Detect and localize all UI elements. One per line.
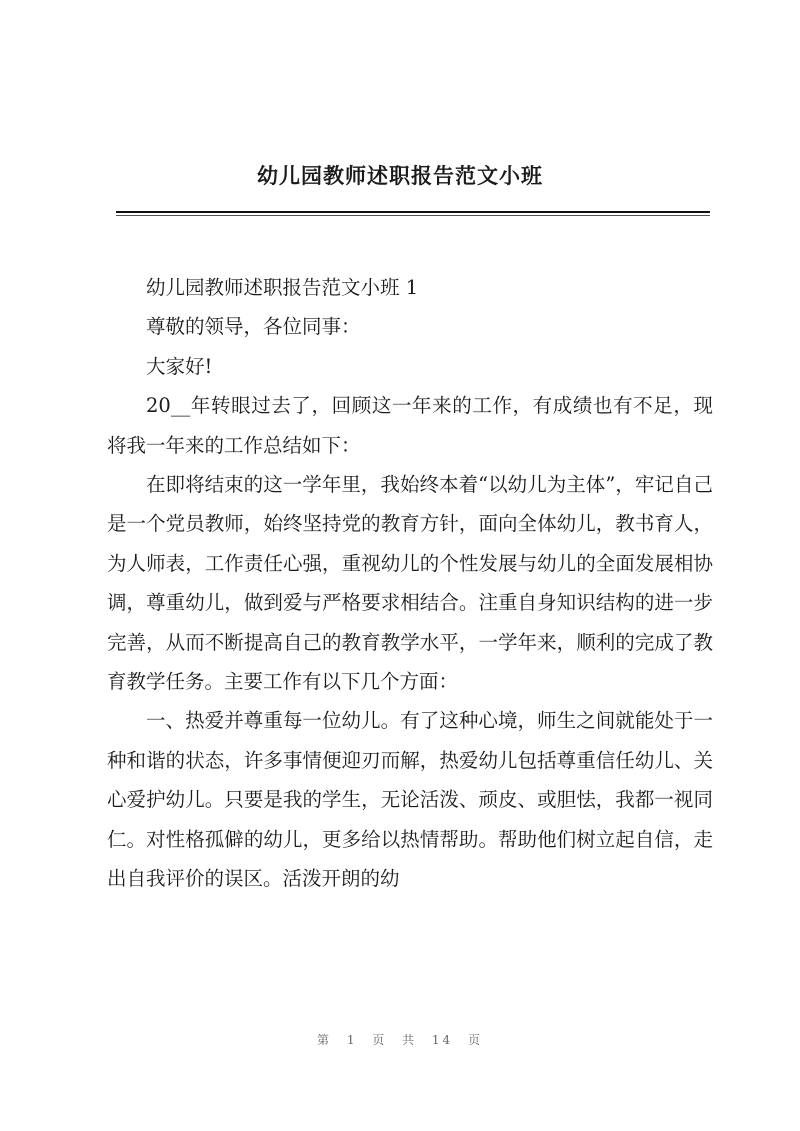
page-title: 幼儿园教师述职报告范文小班 [257, 163, 543, 188]
title-divider [116, 211, 710, 213]
salutation: 尊敬的领导，各位同事： [146, 315, 361, 339]
page-number-footer: 第 1 页 共 14 页 [317, 1033, 483, 1047]
title-divider-thin [116, 215, 710, 216]
paragraph-summary: 在即将结束的这一学年里，我始终本着“以幼儿为主体”，牢记自己是一个党员教师，始终坚持党的教育方针，面向全体幼儿，教书育人，为人师表，工作责任心强，重视幼儿的个性发展与幼儿的全面发展相协调，尊重幼儿，做到爱与严格要求相结合。注重自身知识结构的进一步完善，从而不断提高自己的教育教学水平，一学年来，顺利的完成了教育教学任务。主要工作有以下几个方面： [107, 473, 713, 694]
greeting: 大家好! [146, 354, 213, 378]
paragraph-point-one: 一、热爱并尊重每一位幼儿。有了这种心境，师生之间就能处于一种和谐的状态，许多事情便迎刃而解，热爱幼儿包括尊重信任幼儿、关心爱护幼儿。只要是我的学生，无论活泼、顽皮、或胆怯，我都一视同仁。对性格孤僻的幼儿，更多给以热情帮助。帮助他们树立起自信，走出自我评价的误区。活泼开朗的幼 [107, 709, 713, 891]
section-heading: 幼儿园教师述职报告范文小班 1 [146, 276, 419, 299]
document-body [107, 268, 713, 899]
paragraph-intro: 20__年转眼过去了，回顾这一年来的工作，有成绩也有不足，现将我一年来的工作总结如下： [107, 394, 713, 457]
